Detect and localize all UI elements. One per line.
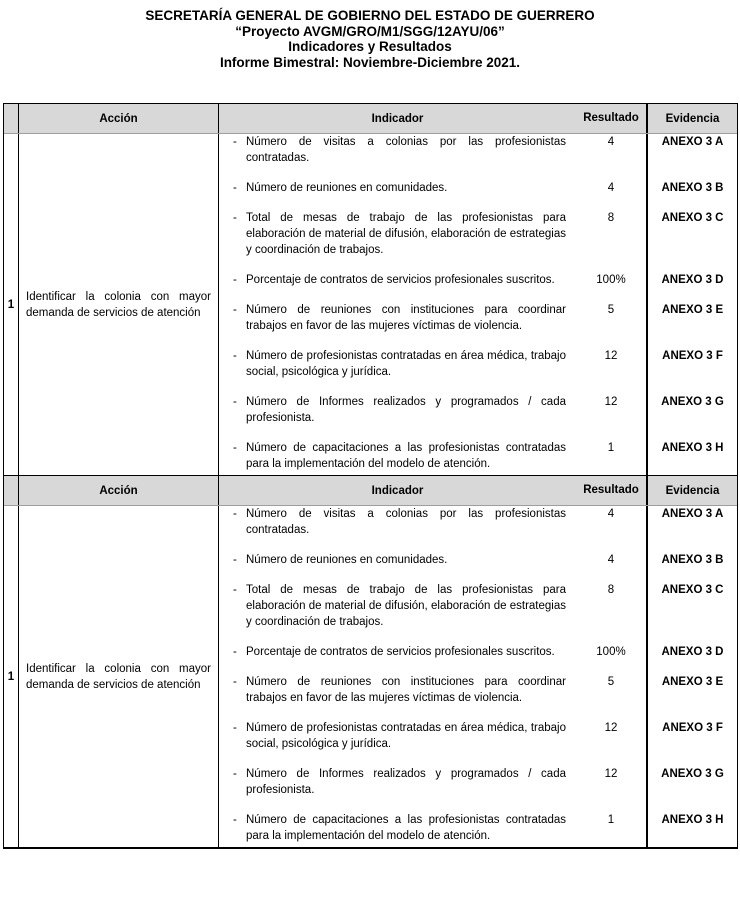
indicator-item: [219, 674, 737, 720]
indicators-table: [3, 103, 738, 849]
indicator-item: [219, 210, 737, 272]
header-line-project: “Proyecto AVGM/GRO/M1/SGG/12AYU/06”: [235, 23, 505, 39]
table-section-1: [4, 104, 737, 475]
bullet-dash: -: [233, 212, 237, 224]
table-body-row: [4, 506, 737, 847]
indicator-text-cell: [219, 720, 576, 766]
indicator-items: [219, 506, 737, 847]
resultado-value: 12: [604, 396, 618, 408]
evidencia-label: ANEXO 3 E: [646, 302, 737, 348]
indicator-text-cell: [219, 582, 576, 644]
indicator-text-cell: [219, 210, 576, 272]
indicator-item: [219, 272, 737, 302]
accion-text: Identificar la colonia con mayor demanda de servicios de atención: [26, 290, 211, 319]
resultado-value: 100%: [596, 274, 626, 286]
header-cell-accion: Acción: [19, 476, 219, 505]
indicator-text-cell: [219, 394, 576, 440]
indicator-text-cell: [219, 552, 576, 582]
indicator-item: [219, 302, 737, 348]
indicator-text-cell: [219, 506, 576, 552]
indicator-item: [219, 134, 737, 180]
bullet-dash: -: [233, 814, 237, 826]
indicator-text-cell: [219, 644, 576, 674]
header-cell-resultado: Resultado: [583, 112, 639, 124]
bullet-dash: -: [233, 768, 237, 780]
resultado-value: 100%: [596, 646, 626, 658]
indicator-item: [219, 506, 737, 552]
evidencia-label: ANEXO 3 F: [646, 720, 737, 766]
indicator-text: Número de profesionistas contratadas en área médica, trabajo social, psicológica y jurídica.: [246, 722, 566, 750]
indicator-text: Número de visitas a colonias por las profesionistas contratadas.: [246, 508, 566, 536]
evidencia-label: ANEXO 3 A: [646, 134, 737, 180]
bullet-dash: -: [233, 396, 237, 408]
bullet-dash: -: [233, 274, 237, 286]
header-cell-resultado: Resultado: [583, 484, 639, 496]
header-cell-evidencia: Evidencia: [646, 476, 737, 505]
header-cell-number: [4, 476, 19, 505]
bullet-dash: -: [233, 136, 237, 148]
bullet-dash: -: [233, 584, 237, 596]
bullet-dash: -: [233, 554, 237, 566]
indicator-item: [219, 644, 737, 674]
indicator-text: Total de mesas de trabajo de las profesionistas para elaboración de material de difusión, elaboración de estrategias y coordinación de trabajos.: [246, 212, 566, 256]
indicator-text-cell: [219, 272, 576, 302]
indicator-text: Número de reuniones en comunidades.: [246, 182, 448, 194]
accion-text: Identificar la colonia con mayor demanda de servicios de atención: [26, 662, 211, 691]
indicator-text-cell: [219, 440, 576, 475]
evidencia-label: ANEXO 3 B: [646, 552, 737, 582]
evidencia-label: ANEXO 3 F: [646, 348, 737, 394]
indicator-item: [219, 348, 737, 394]
resultado-value: 4: [607, 554, 615, 566]
header-line-organization: SECRETARÍA GENERAL DE GOBIERNO DEL ESTADO DE GUERRERO: [145, 8, 595, 23]
table-body-row: [4, 134, 737, 475]
resultado-value: 1: [607, 442, 615, 454]
indicator-text: Número de Informes realizados y programados / cada profesionista.: [246, 396, 566, 424]
resultado-value: 4: [607, 136, 615, 148]
indicator-text: Número de capacitaciones a las profesionistas contratadas para la implementación del modelo de atención.: [246, 442, 566, 470]
indicator-text: Número de reuniones con instituciones para coordinar trabajos en favor de las mujeres víctimas de violencia.: [246, 676, 566, 704]
resultado-value: 5: [607, 676, 615, 688]
indicator-text: Número de Informes realizados y programados / cada profesionista.: [246, 768, 566, 796]
bullet-dash: -: [233, 676, 237, 688]
resultado-value: 8: [607, 212, 615, 224]
indicator-text: Porcentaje de contratos de servicios profesionales suscritos.: [246, 274, 555, 286]
indicator-text-cell: [219, 302, 576, 348]
bullet-dash: -: [233, 304, 237, 316]
indicator-text: Número de visitas a colonias por las profesionistas contratadas.: [246, 136, 566, 164]
resultado-value: 5: [607, 304, 615, 316]
evidencia-label: ANEXO 3 E: [646, 674, 737, 720]
indicator-item: [219, 582, 737, 644]
row-number-cell: 1: [4, 506, 19, 847]
header-line-report-period: Informe Bimestral: Noviembre-Diciembre 2021.: [219, 54, 521, 70]
evidencia-label: ANEXO 3 B: [646, 180, 737, 210]
resultado-value: 12: [604, 722, 618, 734]
bullet-dash: -: [233, 646, 237, 658]
row-number-cell: 1: [4, 134, 19, 475]
header-line-subtitle: Indicadores y Resultados: [288, 39, 452, 54]
table-section-2: [4, 475, 737, 847]
header-cell-indicador: Indicador: [371, 112, 424, 125]
header-cell-accion: Acción: [19, 104, 219, 133]
bullet-dash: -: [233, 508, 237, 520]
document-header: [0, 8, 740, 70]
indicator-text-cell: [219, 812, 576, 847]
indicator-item: [219, 180, 737, 210]
indicator-item: [219, 440, 737, 475]
indicator-item: [219, 394, 737, 440]
accion-cell: [19, 506, 219, 847]
indicator-text-cell: [219, 766, 576, 812]
indicator-text-cell: [219, 134, 576, 180]
accion-cell: [19, 134, 219, 475]
evidencia-label: ANEXO 3 H: [646, 440, 737, 475]
evidencia-label: ANEXO 3 C: [646, 582, 737, 644]
bullet-dash: -: [233, 350, 237, 362]
bullet-dash: -: [233, 722, 237, 734]
evidencia-label: ANEXO 3 D: [646, 272, 737, 302]
evidencia-label: ANEXO 3 D: [646, 644, 737, 674]
indicator-text: Número de reuniones con instituciones para coordinar trabajos en favor de las mujeres víctimas de violencia.: [246, 304, 566, 332]
table-header-row: [4, 476, 737, 506]
indicator-text: Número de reuniones en comunidades.: [246, 554, 448, 566]
indicator-text: Total de mesas de trabajo de las profesionistas para elaboración de material de difusión, elaboración de estrategias y coordinación de trabajos.: [246, 584, 566, 628]
indicator-item: [219, 552, 737, 582]
indicator-text-cell: [219, 180, 576, 210]
resultado-value: 4: [607, 508, 615, 520]
evidencia-label: ANEXO 3 C: [646, 210, 737, 272]
indicator-item: [219, 812, 737, 847]
resultado-value: 4: [607, 182, 615, 194]
indicator-item: [219, 766, 737, 812]
header-cell-indicador: Indicador: [371, 484, 424, 497]
header-cell-number: [4, 104, 19, 133]
indicator-items: [219, 134, 737, 475]
bullet-dash: -: [233, 442, 237, 454]
resultado-value: 12: [604, 768, 618, 780]
indicator-text: Número de capacitaciones a las profesionistas contratadas para la implementación del modelo de atención.: [246, 814, 566, 842]
indicator-text-cell: [219, 674, 576, 720]
table-header-row: [4, 104, 737, 134]
resultado-value: 12: [604, 350, 618, 362]
evidencia-label: ANEXO 3 H: [646, 812, 737, 847]
header-cell-evidencia: Evidencia: [646, 104, 737, 133]
indicator-text: Porcentaje de contratos de servicios profesionales suscritos.: [246, 646, 555, 658]
indicator-text-cell: [219, 348, 576, 394]
resultado-value: 8: [607, 584, 615, 596]
evidencia-label: ANEXO 3 G: [646, 394, 737, 440]
indicator-item: [219, 720, 737, 766]
resultado-value: 1: [607, 814, 615, 826]
indicator-text: Número de profesionistas contratadas en área médica, trabajo social, psicológica y jurídica.: [246, 350, 566, 378]
evidencia-label: ANEXO 3 A: [646, 506, 737, 552]
bullet-dash: -: [233, 182, 237, 194]
evidencia-label: ANEXO 3 G: [646, 766, 737, 812]
